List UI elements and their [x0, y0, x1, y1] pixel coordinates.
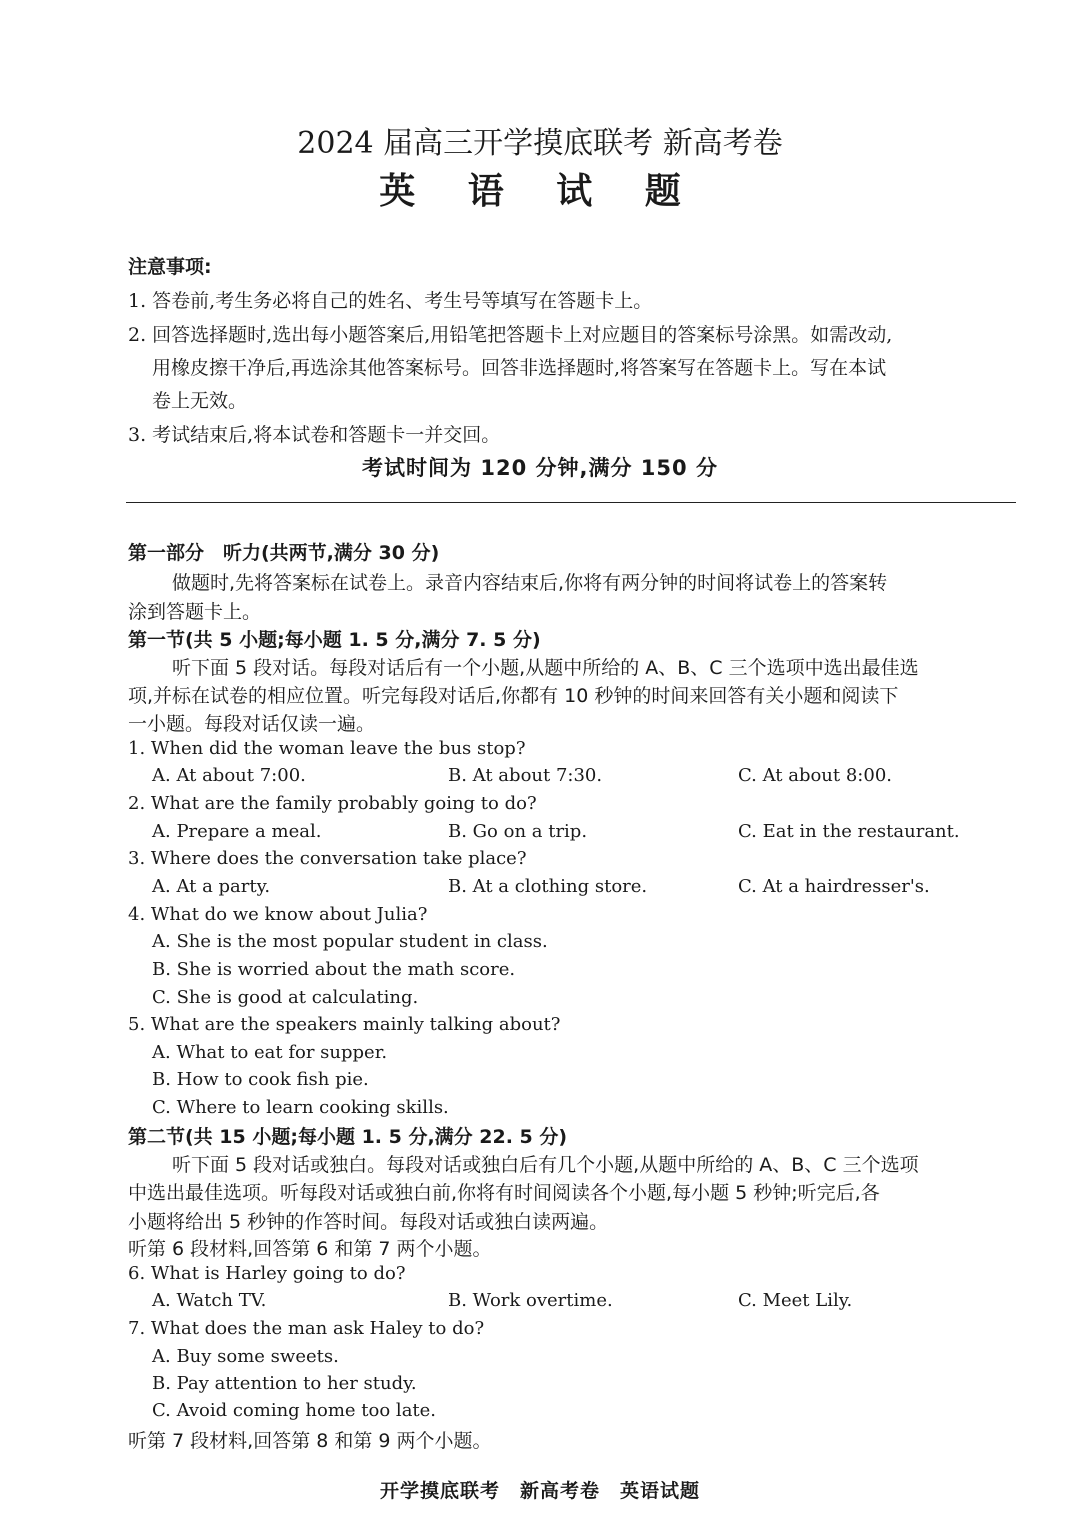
q5-option-a: A. What to eat for supper.: [152, 1042, 388, 1063]
q4-option-b: B. She is worried about the math score.: [152, 959, 516, 980]
section2-intro-3: 小题将给出 5 秒钟的作答时间。每段对话或独白读两遍。: [128, 1211, 609, 1233]
q3-option-b: B. At a clothing store.: [448, 876, 648, 897]
question-2: 2. What are the family probably going to do?: [128, 793, 537, 814]
q2-option-c: C. Eat in the restaurant.: [738, 821, 960, 842]
material-6-instruction: 听第 6 段材料,回答第 6 和第 7 两个小题。: [128, 1238, 492, 1260]
q2-option-b: B. Go on a trip.: [448, 821, 588, 842]
note-item-3: 3. 考试结束后,将本试卷和答题卡一并交回。: [128, 424, 501, 446]
note-item-1: 1. 答卷前,考生务必将自己的姓名、考生号等填写在答题卡上。: [128, 290, 653, 312]
note-item-2-cont2: 卷上无效。: [152, 390, 248, 412]
note-item-2: 2. 回答选择题时,选出每小题答案后,用铅笔把答题卡上对应题目的答案标号涂黑。如需改动,: [128, 324, 893, 346]
q1-option-b: B. At about 7:30.: [448, 765, 603, 786]
q5-option-c: C. Where to learn cooking skills.: [152, 1097, 449, 1118]
divider: [126, 502, 1016, 503]
q7-option-c: C. Avoid coming home too late.: [152, 1400, 437, 1421]
page-footer: 开学摸底联考 新高考卷 英语试题: [379, 1480, 700, 1502]
subject-title: 英 语 试 题: [379, 171, 701, 212]
exam-title: 2024 届高三开学摸底联考 新高考卷: [297, 126, 783, 161]
section2-intro-1: 听下面 5 段对话或独白。每段对话或独白后有几个小题,从题中所给的 A、B、C 三个选项: [172, 1154, 919, 1176]
material-7-instruction: 听第 7 段材料,回答第 8 和第 9 两个小题。: [128, 1430, 492, 1452]
section1-intro-1: 听下面 5 段对话。每段对话后有一个小题,从题中所给的 A、B、C 三个选项中选出最佳选: [172, 657, 919, 679]
q7-option-b: B. Pay attention to her study.: [152, 1373, 417, 1394]
question-5: 5. What are the speakers mainly talking about?: [128, 1014, 561, 1035]
question-4: 4. What do we know about Julia?: [128, 904, 428, 925]
q4-option-c: C. She is good at calculating.: [152, 987, 419, 1008]
part1-heading: 第一部分 听力(共两节,满分 30 分): [128, 542, 440, 564]
q5-option-b: B. How to cook fish pie.: [152, 1069, 369, 1090]
notes-section: [128, 252, 1028, 282]
section2-heading: 第二节(共 15 小题;每小题 1. 5 分,满分 22. 5 分): [128, 1126, 568, 1148]
question-7: 7. What does the man ask Haley to do?: [128, 1318, 485, 1339]
section2-intro-2: 中选出最佳选项。听每段对话或独白前,你将有时间阅读各个小题,每小题 5 秒钟;听完后,各: [128, 1182, 880, 1204]
section1-intro-2: 项,并标在试卷的相应位置。听完每段对话后,你都有 10 秒钟的时间来回答有关小题和阅读下: [128, 685, 899, 707]
part1-intro-1: 做题时,先将答案标在试卷上。录音内容结束后,你将有两分钟的时间将试卷上的答案转: [172, 572, 888, 594]
q6-option-a: A. Watch TV.: [152, 1290, 267, 1311]
exam-time: 考试时间为 120 分钟,满分 150 分: [362, 456, 718, 480]
question-3: 3. Where does the conversation take place?: [128, 848, 527, 869]
part1-intro-2: 涂到答题卡上。: [128, 601, 262, 623]
notes-heading: 注意事项:: [128, 256, 212, 278]
q6-option-b: B. Work overtime.: [448, 1290, 613, 1311]
q1-option-a: A. At about 7:00.: [152, 765, 306, 786]
q6-option-c: C. Meet Lily.: [738, 1290, 853, 1311]
q2-option-a: A. Prepare a meal.: [152, 821, 322, 842]
q3-option-a: A. At a party.: [152, 876, 271, 897]
section1-intro-3: 一小题。每段对话仅读一遍。: [128, 713, 376, 735]
note-item-2-cont: 用橡皮擦干净后,再选涂其他答案标号。回答非选择题时,将答案写在答题卡上。写在本试: [152, 357, 887, 379]
question-1: 1. When did the woman leave the bus stop?: [128, 738, 526, 759]
q4-option-a: A. She is the most popular student in class.: [152, 931, 548, 952]
q3-option-c: C. At a hairdresser's.: [738, 876, 930, 897]
q7-option-a: A. Buy some sweets.: [152, 1346, 339, 1367]
question-6: 6. What is Harley going to do?: [128, 1263, 406, 1284]
section1-heading: 第一节(共 5 小题;每小题 1. 5 分,满分 7. 5 分): [128, 629, 541, 651]
q1-option-c: C. At about 8:00.: [738, 765, 892, 786]
